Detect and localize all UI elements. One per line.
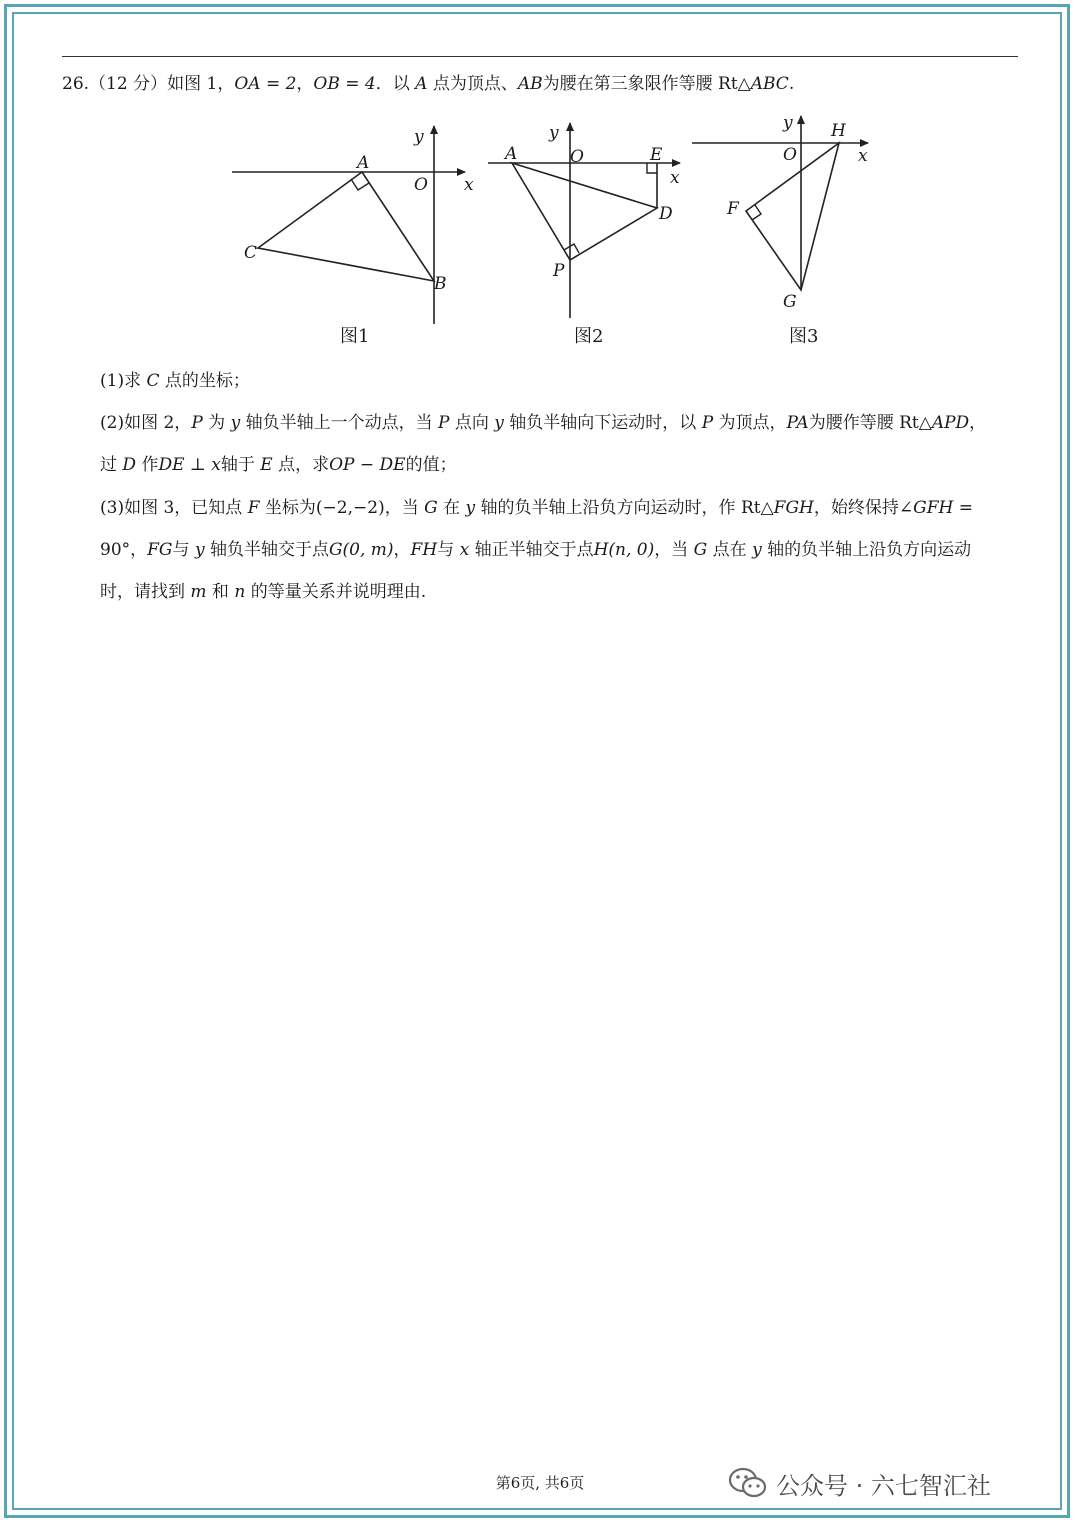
fig1-label-x: x: [464, 175, 474, 195]
part-text: ，当: [654, 540, 694, 560]
fig2-label-x: x: [670, 168, 680, 188]
question-text: ，: [296, 74, 314, 94]
math-y: y: [194, 540, 205, 560]
math-de-perp-x: DE ⊥ x: [158, 455, 221, 475]
fig2-label-a: A: [505, 144, 518, 164]
question-text: 为腰在第三象限作等腰 Rt△: [542, 74, 751, 94]
part-text: 坐标为(−2,−2)，当: [259, 498, 425, 518]
part-text: 在: [437, 498, 466, 518]
part-text: 90°，: [100, 540, 148, 560]
part-text: 轴负半轴上一个动点，当: [240, 413, 438, 433]
part-text: 轴的负半轴上沿负方向运动时，作 Rt△: [475, 498, 774, 518]
question-text: 如图 1，: [167, 74, 235, 94]
fig3-triangle-fgh: [746, 143, 839, 290]
part-text: 轴负半轴交于点: [204, 540, 329, 560]
part-text: 过: [100, 455, 123, 475]
part-text: 与: [437, 540, 460, 560]
math-d: D: [122, 455, 137, 475]
fig3-right-angle-mark: [752, 205, 761, 220]
math-pa: PA: [786, 413, 809, 433]
fig2-label-o: O: [570, 147, 584, 167]
part-text: 的等量关系并说明理由.: [245, 582, 427, 602]
watermark-text: 公众号 · 六七智汇社: [776, 1471, 991, 1500]
part-text: 时，请找到: [100, 582, 191, 602]
math-c: C: [146, 371, 160, 391]
fig2-label-d: D: [659, 204, 673, 224]
question-number: 26.: [62, 74, 90, 94]
part-text: 的值；: [405, 455, 457, 475]
figure-1: [232, 126, 465, 324]
part-text: 点向: [449, 413, 495, 433]
part-text: 为腰作等腰 Rt△: [808, 413, 932, 433]
fig3-label-f: F: [727, 199, 739, 219]
part-text: (2)如图 2，: [100, 413, 192, 433]
question-text: .: [788, 74, 795, 94]
math-h-n-0: H(n, 0): [593, 540, 655, 560]
math-op-minus-de: OP − DE: [329, 455, 406, 475]
figure-3: [692, 116, 868, 290]
part-text: (1)求: [100, 371, 147, 391]
math-g-0-m: G(0, m): [328, 540, 394, 560]
math-y: y: [230, 413, 241, 433]
part-text: ，: [393, 540, 411, 560]
wechat-icon: [728, 1466, 768, 1500]
page-number: 第6页, 共6页: [495, 1474, 585, 1492]
fig2-caption: 图2: [574, 326, 604, 347]
math-f: F: [247, 498, 260, 518]
math-g: G: [693, 540, 708, 560]
fig2-label-e: E: [650, 145, 663, 165]
question-header: [62, 70, 1022, 98]
fig3-label-o: O: [783, 145, 797, 165]
part-1: [100, 360, 1020, 402]
fig1-caption: 图1: [340, 326, 370, 347]
header-rule: [62, 56, 1018, 57]
math-ab: AB: [517, 74, 543, 94]
math-fg: FG: [147, 540, 173, 560]
part-2-line-1: [100, 402, 1020, 444]
part-2-line-2: [100, 444, 1020, 486]
question-text: 点为顶点、: [427, 74, 518, 94]
fig2-label-y: y: [549, 123, 559, 143]
fig1-label-a: A: [357, 153, 370, 173]
part-text: 作: [136, 455, 159, 475]
math-y: y: [494, 413, 504, 433]
fig1-label-c: C: [244, 243, 258, 263]
part-text: 轴正半轴交于点: [469, 540, 594, 560]
fig1-label-o: O: [414, 175, 428, 195]
part-text: 轴于: [220, 455, 261, 475]
part-text: 为: [202, 413, 231, 433]
math-apd: APD: [931, 413, 970, 433]
math-fgh: FGH: [773, 498, 814, 518]
math-x: x: [459, 540, 470, 560]
part-text: 为顶点，: [713, 413, 787, 433]
part-text: 点在: [707, 540, 753, 560]
part-text: 轴负半轴向下运动时，以: [503, 413, 702, 433]
part-text: =: [953, 498, 973, 518]
math-m: m: [190, 582, 207, 602]
fig1-right-angle-mark: [351, 179, 369, 190]
geometry-figures: [220, 108, 900, 358]
fig3-label-h: H: [831, 121, 846, 141]
part-text: 点的坐标；: [159, 371, 250, 391]
math-n: n: [234, 582, 246, 602]
part-text: 和: [206, 582, 235, 602]
fig3-label-g: G: [783, 292, 797, 312]
fig2-label-p: P: [553, 261, 565, 281]
part-text: 轴的负半轴上沿负方向运动: [761, 540, 972, 560]
math-abc: ABC: [750, 74, 789, 94]
math-p: P: [438, 413, 450, 433]
fig3-label-x: x: [858, 146, 868, 166]
fig1-label-y: y: [414, 127, 424, 147]
math-y: y: [752, 540, 762, 560]
math-gfh: GFH: [913, 498, 954, 518]
math-e: E: [260, 455, 273, 475]
math-ob: OB = 4: [313, 74, 376, 94]
math-oa: OA = 2: [234, 74, 297, 94]
part-text: (3)如图 3，已知点: [100, 498, 248, 518]
part-text: 与: [172, 540, 195, 560]
question-text: ．以: [375, 74, 416, 94]
part-3-line-3: [100, 571, 1020, 613]
fig2-right-angle-mark-p: [564, 244, 579, 253]
math-p: P: [191, 413, 203, 433]
math-p: P: [701, 413, 714, 433]
part-text: ，始终保持∠: [813, 498, 914, 518]
math-y: y: [465, 498, 476, 518]
fig1-triangle-abc: [258, 172, 434, 281]
part-3-line-1: [100, 487, 1020, 529]
part-text: ，: [969, 413, 987, 433]
part-text: 点，求: [272, 455, 330, 475]
fig3-label-y: y: [783, 113, 793, 133]
math-fh: FH: [410, 540, 438, 560]
fig2-triangle-apd: [512, 163, 657, 260]
part-3-line-2: [100, 529, 1020, 571]
question-points: （12 分）: [89, 74, 168, 94]
math-g: G: [424, 498, 438, 518]
fig1-label-b: B: [434, 274, 447, 294]
math-a: A: [415, 74, 428, 94]
watermark: [728, 1466, 991, 1500]
fig3-caption: 图3: [789, 326, 819, 347]
